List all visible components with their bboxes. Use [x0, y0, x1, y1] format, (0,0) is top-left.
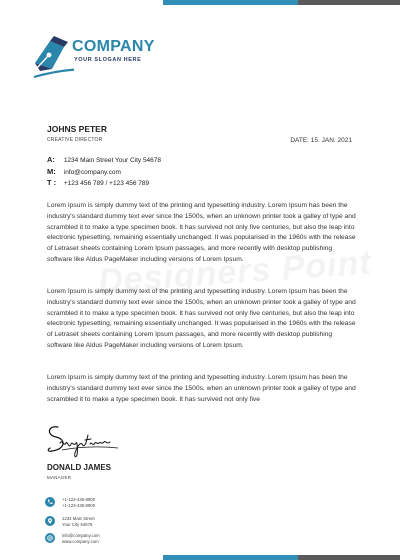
footer-email[interactable]: info@company.com	[62, 533, 100, 538]
bottom-accent-bar-blue	[163, 555, 298, 560]
sender-title: CREATIVE DIRECTOR	[47, 137, 103, 143]
phone-icon	[45, 497, 55, 507]
company-logo	[32, 33, 155, 81]
footer-web	[45, 533, 165, 547]
email-value: info@company.com	[63, 169, 121, 176]
contact-email	[47, 167, 121, 176]
top-accent-bar-blue	[163, 0, 298, 5]
date-value: 15. JAN. 2021	[310, 137, 352, 144]
footer-address-2: Your City 54678	[62, 521, 93, 527]
date-label: DATE:	[290, 137, 309, 144]
mail-key: M:	[47, 167, 56, 176]
contact-phone	[47, 178, 149, 187]
bottom-accent-bar-gray	[298, 555, 400, 560]
address-key: A:	[47, 155, 55, 164]
company-slogan: YOUR SLOGAN HERE	[74, 57, 142, 63]
contact-address	[47, 155, 161, 164]
body-paragraph-1: Lorem Ipsum is simply dummy text of the printing and typesetting industry. Lorem Ipsum has been the industry's standard dummy text ever since the 1500s, when an unknown printer took a galley of type and scrambled it to make a type specimen book. It has survived not only five centuries, but also the leap into electronic typesetting, remaining essentially unchanged. It was popularised in the 1960s with the release of Letraset sheets containing Lorem Ipsum passages, and more recently with desktop publishing software like Aldus PageMaker including versions of Lorem Ipsum.	[47, 202, 356, 263]
fountain-pen-nib-icon	[32, 33, 74, 81]
phone-key: T :	[47, 178, 57, 187]
globe-icon	[45, 533, 55, 543]
signer-title: MANAGER	[47, 475, 72, 480]
footer-phone-1: +1-123-435-8900	[62, 497, 96, 502]
footer-address	[45, 516, 165, 530]
footer-phone	[45, 497, 165, 511]
footer-website[interactable]: www.company.com	[62, 538, 99, 544]
company-name: COMPANY	[72, 38, 155, 55]
signer-name: DONALD JAMES	[47, 463, 112, 472]
address-value: 1234 Main Street Your City 54678	[63, 157, 162, 164]
handwritten-signature	[44, 417, 124, 459]
body-paragraph-2: Lorem Ipsum is simply dummy text of the printing and typesetting industry. Lorem Ipsum has been the industry's standard dummy text ever since the 1500s, when an unknown printer took a galley of type and scrambled it to make a type specimen book. It has survived not only five centuries, but also the leap into electronic typesetting, remaining essentially unchanged. It was popularised in the 1960s with the release of Letraset sheets containing Lorem Ipsum passages, and more recently with desktop publishing software like Aldus PageMaker including versions of Lorem Ipsum.	[47, 288, 356, 349]
date-line	[290, 137, 352, 144]
top-accent-bar-gray	[298, 0, 400, 5]
location-pin-icon	[45, 516, 55, 526]
body-paragraph-3: Lorem Ipsum is simply dummy text of the printing and typesetting industry. Lorem Ipsum has been the industry's standard dummy text ever since the 1500s, when an unknown printer took a galley of type and scrambled it to make a type specimen book. It has survived not only five	[47, 374, 356, 403]
sender-name: JOHNS PETER	[47, 124, 107, 134]
phone-value: +123 456 789 / +123 456 789	[63, 180, 150, 187]
footer-phone-2: +1-123-435-8900	[62, 502, 96, 508]
footer-address-1: 1234 Main Street	[62, 516, 95, 521]
